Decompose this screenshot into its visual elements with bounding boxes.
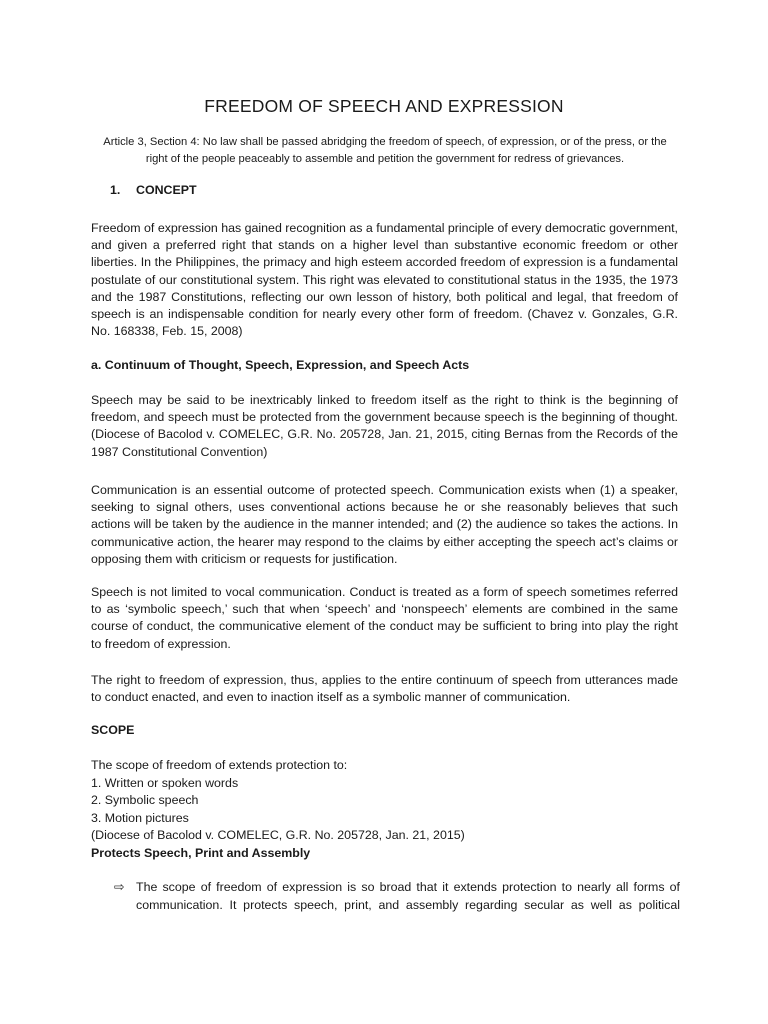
scope-item-written: 1. Written or spoken words	[91, 775, 239, 790]
concept-label: CONCEPT	[136, 183, 197, 197]
scope-citation: (Diocese of Bacolod v. COMELEC, G.R. No. 205728, Jan. 21, 2015)	[91, 828, 465, 843]
speech-paragraph: Speech may be said to be inextricably linked to freedom itself as the right to think is the beginning of freedom, and speech must be protected from the government because speech is the beginning of thought. (Diocese of Bacolod v. COMELEC, G.R. No. 205728, Jan. 21, 2015, citing Bernas from the Records of the 1987 Constitutional Convention)	[91, 393, 678, 459]
article-quote: Article 3, Section 4: No law shall be passed abridging the freedom of speech, of expression, or of the press, or the right of the people peaceably to assemble and petition the government for redress of grievances.	[103, 136, 667, 165]
scope-list	[91, 757, 678, 863]
scope-bold-line: Protects Speech, Print and Assembly	[91, 845, 311, 860]
scope-item-motion: 3. Motion pictures	[91, 810, 189, 825]
scope-heading: SCOPE	[91, 723, 135, 737]
arrow-item-line-1: The scope of freedom of expression is so broad that it extends protection to nearly all forms of	[136, 880, 680, 894]
scope-item-symbolic: 2. Symbolic speech	[91, 793, 199, 808]
concept-heading	[110, 183, 197, 197]
continuum-paragraph: The right to freedom of expression, thus, applies to the entire continuum of speech from utterances made to conduct enacted, and even to inaction itself as a symbolic manner of communication.	[91, 673, 678, 705]
arrow-item-line-2: communication. It protects speech, print, and assembly regarding secular as well as political	[136, 897, 680, 912]
communication-paragraph: Communication is an essential outcome of protected speech. Communication exists when (1) a speaker, seeking to signal others, uses conventional actions because he or she reasonably believes that such actions will be taken by the audience in the manner intended; and (2) the audience so takes the actions. In communicative action, the hearer may respond to the claims by either accepting the speech act’s claims or opposing them with criticism or requests for justification.	[91, 483, 678, 566]
arrow-bullet-item	[114, 879, 680, 914]
symbolic-speech-paragraph: Speech is not limited to vocal communication. Conduct is treated as a form of speech sometimes referred to as ‘symbolic speech,’ such that when ‘speech’ and ‘nonspeech’ elements are combined in the same course of conduct, the communicative element of the conduct may be sufficient to bring into play the right to freedom of expression.	[91, 585, 678, 651]
scope-intro: The scope of freedom of extends protection to:	[91, 758, 348, 772]
document-title: FREEDOM OF SPEECH AND EXPRESSION	[204, 96, 564, 116]
concept-number: 1.	[110, 183, 121, 197]
subheading-continuum: a. Continuum of Thought, Speech, Expression, and Speech Acts	[91, 358, 470, 372]
arrow-bullet-icon: ⇨	[114, 880, 125, 894]
concept-paragraph: Freedom of expression has gained recognition as a fundamental principle of every democratic government, and given a preferred right that stands on a higher level than substantive economic freedom or other liberties. In the Philippines, the primacy and high esteem accorded freedom of expression is a fundamental postulate of our constitutional system. This right was elevated to constitutional status in the 1935, the 1973 and the 1987 Constitutions, reflecting our own lesson of history, both political and legal, that freedom of speech is an indispensable condition for nearly every other form of freedom. (Chavez v. Gonzales, G.R. No. 168338, Feb. 15, 2008)	[91, 221, 678, 339]
